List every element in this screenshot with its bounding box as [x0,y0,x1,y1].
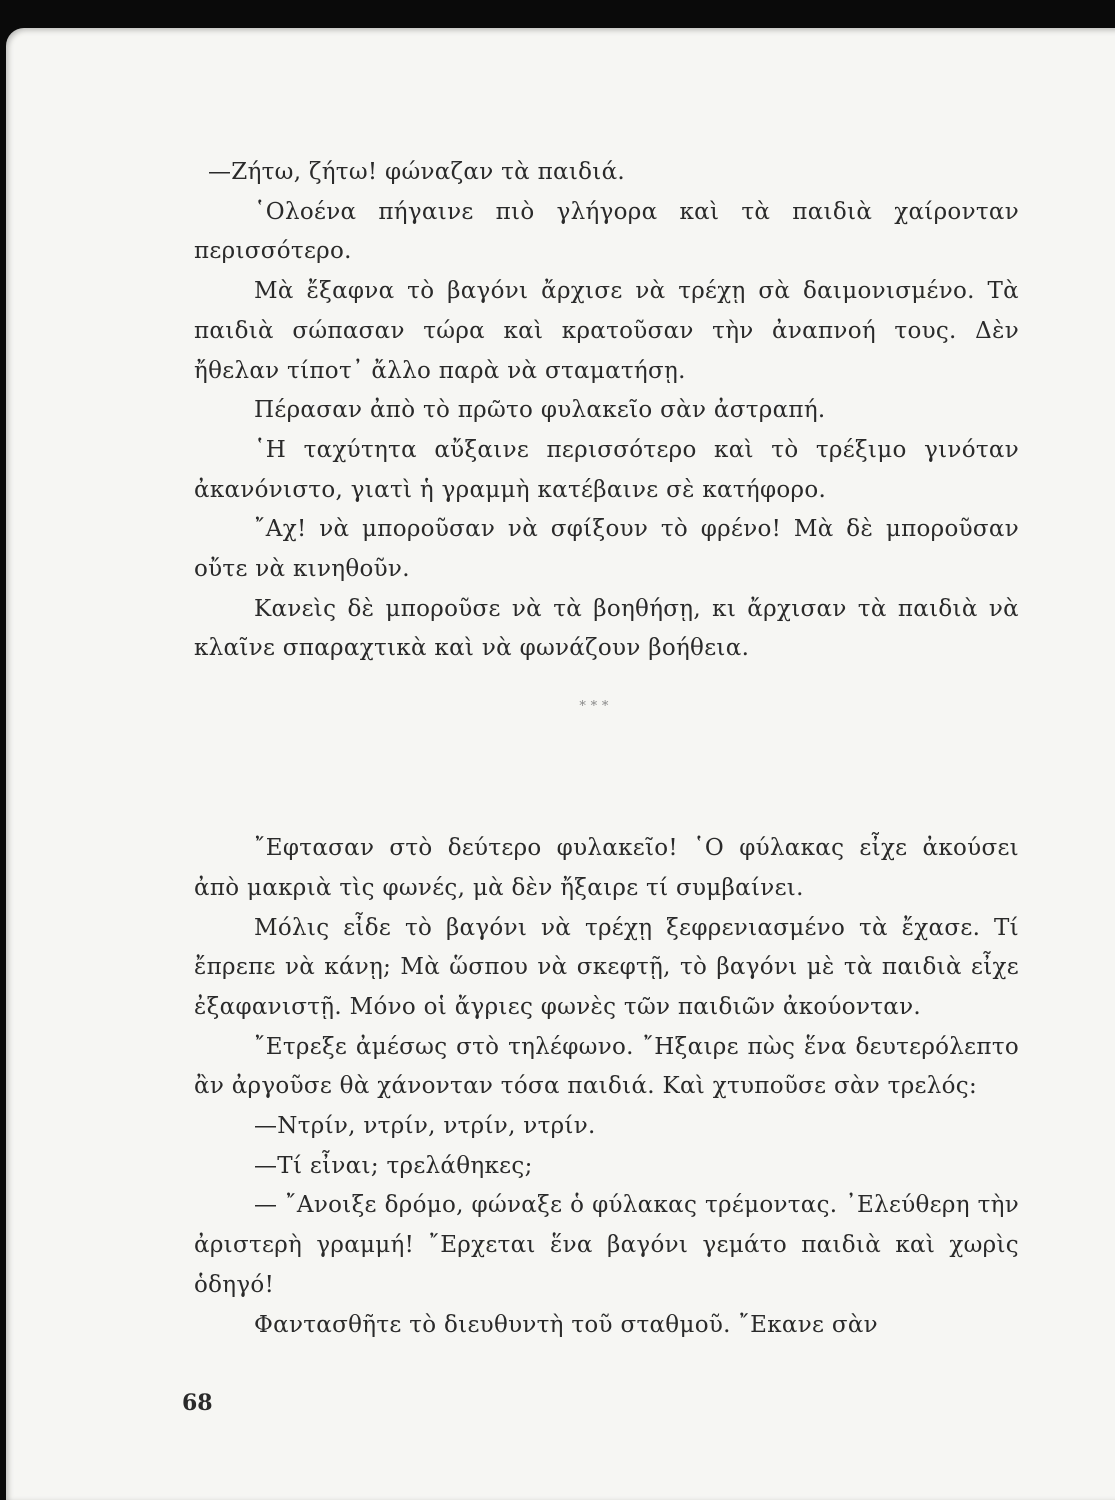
paragraph-1: —Ζήτω, ζήτω! φώναζαν τὰ παιδιά. [208,159,626,185]
paragraph-13: — ῎Ανοιξε δρόμο, φώναξε ὁ φύλακας τρέμοντας. ᾿Ελεύθερη τὴν ἀριστερὴ γραμμή! ῎Ερχεται ἕνα βαγόνι γεμάτο παιδιὰ καὶ χωρὶς ὁδηγό! [194,1192,1019,1298]
asterism-symbol: * * * [579,699,609,715]
section-break [194,669,1019,829]
paragraph-10: ῎Ετρεξε ἀμέσως στὸ τηλέφωνο. ῎Ηξαιρε πὼς ἕνα δευτερόλεπτο ἂν ἀργοῦσε θὰ χάνονταν τόσα παιδιά. Καὶ χτυποῦσε σὰν τρελός: [194,1033,1019,1100]
paragraph-3: Μὰ ἔξαφνα τὸ βαγόνι ἄρχισε νὰ τρέχῃ σὰ δαιμονισμένο. Τὰ παιδιὰ σώπασαν τώρα καὶ κρατοῦσαν τὴν ἀναπνοή τους. Δὲν ἤθελαν τίποτ᾽ ἄλλο παρὰ νὰ σταματήσῃ. [194,278,1019,384]
paragraph-2: ῾Ολοένα πήγαινε πιὸ γλήγορα καὶ τὰ παιδιὰ χαίρονταν περισσότερο. [194,198,1019,265]
paragraph-11: —Ντρίν, ντρίν, ντρίν, ντρίν. [254,1113,596,1140]
book-page [6,28,1115,1500]
paragraph-5: ῾Η ταχύτητα αὔξαινε περισσότερο καὶ τὸ τρέξιμο γινόταν ἀκανόνιστο, γιατὶ ἡ γραμμὴ κατέβαινε σὲ κατήφορο. [194,436,1019,503]
paragraph-4: Πέρασαν ἀπὸ τὸ πρῶτο φυλακεῖο σὰν ἀστραπή. [254,397,826,424]
paragraph-14: Φαντασθῆτε τὸ διευθυντὴ τοῦ σταθμοῦ. ῎Εκανε σὰν [254,1311,878,1338]
paragraph-7: Κανεὶς δὲ μποροῦσε νὰ τὰ βοηθήσῃ, κι ἄρχισαν τὰ παιδιὰ νὰ κλαῖνε σπαραχτικὰ καὶ νὰ φωνάζουν βοήθεια. [194,595,1019,662]
page-number: 68 [182,1390,213,1416]
paragraph-6: ῎Αχ! νὰ μποροῦσαν νὰ σφίξουν τὸ φρένο! Μὰ δὲ μποροῦσαν οὔτε νὰ κινηθοῦν. [194,516,1019,583]
page-text [194,153,1019,1345]
paragraph-9: Μόλις εἶδε τὸ βαγόνι νὰ τρέχῃ ξεφρενιασμένο τὰ ἔχασε. Τί ἔπρεπε νὰ κάνῃ; Μὰ ὥσπου νὰ σκεφτῇ, τὸ βαγόνι μὲ τὰ παιδιὰ εἶχε ἐξαφανιστῇ. Μόνο οἱ ἄγριες φωνὲς τῶν παιδιῶν ἀκούονταν. [194,914,1019,1020]
paragraph-12: —Τί εἶναι; τρελάθηκες; [254,1152,533,1179]
paragraph-8: ῎Εφτασαν στὸ δεύτερο φυλακεῖο! ῾Ο φύλακας εἶχε ἀκούσει ἀπὸ μακριὰ τὶς φωνές, μὰ δὲν ἤξαιρε τί συμβαίνει. [194,835,1019,901]
